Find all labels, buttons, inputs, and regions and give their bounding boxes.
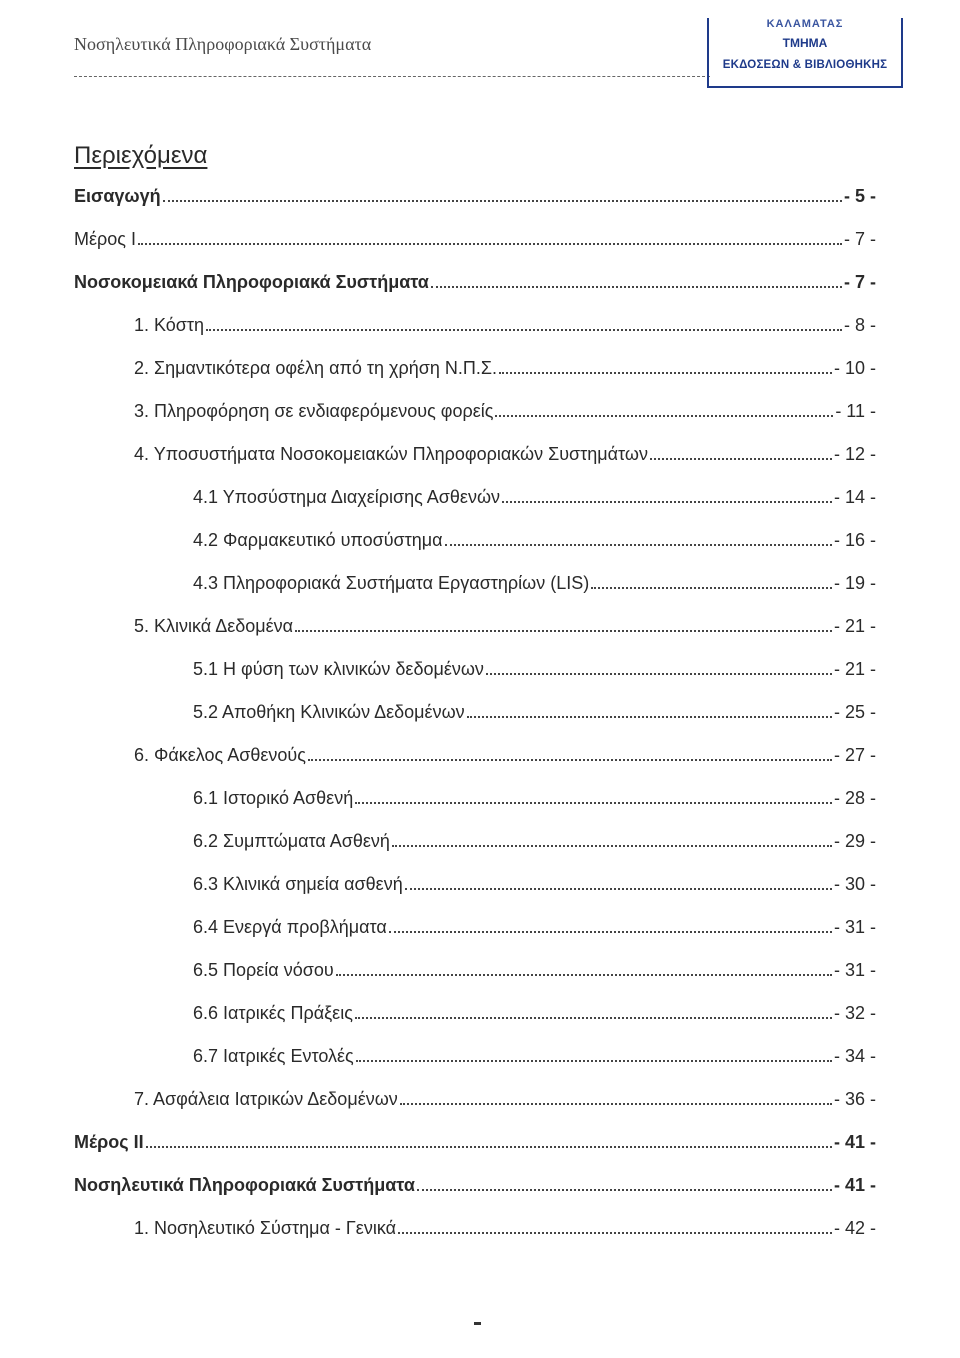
toc-entry-label: 4.2 Φαρμακευτικό υποσύστημα	[193, 530, 443, 550]
toc-entry-page: - 25 -	[833, 702, 876, 722]
toc-entry[interactable]	[193, 1042, 876, 1068]
toc-entry[interactable]	[134, 354, 876, 380]
toc-entry[interactable]	[134, 612, 876, 638]
toc-entry[interactable]	[134, 440, 876, 466]
toc-entry-page: - 10 -	[833, 358, 876, 378]
toc-entry-page: - 21 -	[833, 616, 876, 636]
dot-leader	[502, 501, 832, 503]
toc-entry-label: 5. Κλινικά Δεδομένα	[134, 616, 294, 636]
toc-entry-label: 6.6 Ιατρικές Πράξεις	[193, 1003, 353, 1023]
dot-leader	[138, 243, 842, 245]
toc-entry-page: - 11 -	[835, 401, 876, 421]
dot-leader	[431, 286, 842, 288]
toc-entry-label: 4.1 Υποσύστημα Διαχείρισης Ασθενών	[193, 487, 500, 507]
toc-entry-page: - 41 -	[833, 1132, 876, 1152]
toc-entry[interactable]	[74, 268, 876, 294]
header-divider	[74, 76, 710, 77]
dot-leader	[499, 372, 832, 374]
toc-entry[interactable]	[134, 397, 876, 423]
dot-leader	[398, 1232, 832, 1234]
toc-entry[interactable]	[193, 483, 876, 509]
scan-mark	[474, 1322, 481, 1325]
dot-leader	[445, 544, 832, 546]
dot-leader	[405, 888, 832, 890]
running-header-title: Νοσηλευτικά Πληροφοριακά Συστήματα	[74, 34, 372, 54]
toc-entry-label: 6.4 Ενεργά προβλήματα	[193, 917, 387, 937]
toc-entry-page: - 5 -	[843, 186, 876, 206]
dot-leader	[417, 1189, 832, 1191]
toc-entry[interactable]	[74, 1128, 876, 1154]
toc-entry-page: - 12 -	[833, 444, 876, 464]
toc-entry[interactable]	[193, 999, 876, 1025]
toc-entry[interactable]	[193, 956, 876, 982]
toc-entry[interactable]	[193, 784, 876, 810]
dot-leader	[336, 974, 832, 976]
stamp-line-2: ΤΜΗΜΑ	[782, 36, 828, 50]
dot-leader	[389, 931, 832, 933]
dot-leader	[591, 587, 832, 589]
toc-entry-label: 5.2 Αποθήκη Κλινικών Δεδομένων	[193, 702, 465, 722]
dot-leader	[486, 673, 832, 675]
toc-entry-page: - 7 -	[843, 272, 876, 292]
toc-entry-page: - 32 -	[833, 1003, 876, 1023]
toc-entry-page: - 19 -	[833, 573, 876, 593]
dot-leader	[467, 716, 832, 718]
dot-leader	[295, 630, 832, 632]
toc-entry[interactable]	[193, 698, 876, 724]
toc-entry-page: - 42 -	[833, 1218, 876, 1238]
dot-leader	[650, 458, 832, 460]
stamp-line-1: ΚΑΛΑΜΑΤΑΣ	[766, 18, 844, 30]
toc-entry-page: - 30 -	[833, 874, 876, 894]
toc-entry-page: - 27 -	[833, 745, 876, 765]
toc-entry-label: 6. Φάκελος Ασθενούς	[134, 745, 306, 765]
toc-entry-page: - 14 -	[833, 487, 876, 507]
toc-entry-label: Νοσηλευτικά Πληροφοριακά Συστήματα	[74, 1175, 415, 1195]
toc-entry-page: - 29 -	[833, 831, 876, 851]
toc-entry-label: 1. Κόστη	[134, 315, 205, 335]
toc-entry-label: 7. Ασφάλεια Ιατρικών Δεδομένων	[134, 1089, 398, 1109]
toc-entry-page: - 7 -	[843, 229, 876, 249]
toc-entry-label: Νοσοκομειακά Πληροφοριακά Συστήματα	[74, 272, 429, 292]
dot-leader	[400, 1103, 832, 1105]
toc-entry-label: 6.1 Ιστορικό Ασθενή	[193, 788, 354, 808]
toc-entry-page: - 41 -	[833, 1175, 876, 1195]
toc-entry-page: - 34 -	[833, 1046, 876, 1066]
toc-entry[interactable]	[193, 913, 876, 939]
dot-leader	[355, 1017, 832, 1019]
toc-entry-page: - 31 -	[833, 917, 876, 937]
toc-entry[interactable]	[134, 311, 876, 337]
toc-entry[interactable]	[74, 182, 876, 208]
toc-entry-page: - 8 -	[843, 315, 876, 335]
dot-leader	[392, 845, 832, 847]
toc-entry-label: 6.7 Ιατρικές Εντολές	[193, 1046, 354, 1066]
dot-leader	[308, 759, 832, 761]
toc-entry-label: 2. Σημαντικότερα οφέλη από τη χρήση Ν.Π.Σ.	[134, 358, 497, 378]
toc-entry-page: - 16 -	[833, 530, 876, 550]
toc-entry-label: Μέρος Ι	[74, 229, 136, 249]
toc-entry[interactable]	[193, 827, 876, 853]
toc-entry[interactable]	[134, 1214, 876, 1240]
toc-entry[interactable]	[193, 870, 876, 896]
toc-entry[interactable]	[193, 526, 876, 552]
dot-leader	[495, 415, 833, 417]
dot-leader	[146, 1146, 832, 1148]
toc-entry-label: 3. Πληροφόρηση σε ενδιαφερόμενους φορείς	[134, 401, 494, 421]
dot-leader	[355, 802, 832, 804]
toc-entry-page: - 31 -	[833, 960, 876, 980]
toc-entry-page: - 36 -	[833, 1089, 876, 1109]
toc-entry[interactable]	[193, 569, 876, 595]
toc-entry-label: 1. Νοσηλευτικό Σύστημα - Γενικά	[134, 1218, 397, 1238]
toc-entry-label: Μέρος ΙΙ	[74, 1132, 144, 1152]
toc-entry-page: - 21 -	[833, 659, 876, 679]
toc-entry[interactable]	[74, 1171, 876, 1197]
toc-entry[interactable]	[193, 655, 876, 681]
dot-leader	[163, 200, 842, 202]
toc-entry[interactable]	[134, 1085, 876, 1111]
toc-heading: Περιεχόμενα	[74, 142, 208, 169]
toc-entry-page: - 28 -	[833, 788, 876, 808]
dot-leader	[206, 329, 842, 331]
toc-entry-label: Εισαγωγή	[74, 186, 161, 206]
stamp-line-3: ΕΚΔΟΣΕΩΝ & ΒΙΒΛΙΟΘΗΚΗΣ	[722, 59, 888, 71]
toc-entry-label: 4.3 Πληροφοριακά Συστήματα Εργαστηρίων (LIS)	[193, 573, 590, 593]
toc-entry-label: 4. Υποσυστήματα Νοσοκομειακών Πληροφοριακών Συστημάτων	[134, 444, 648, 464]
library-stamp	[707, 18, 903, 88]
dot-leader	[356, 1060, 832, 1062]
toc-entry-label: 6.5 Πορεία νόσου	[193, 960, 334, 980]
toc-entry[interactable]	[134, 741, 876, 767]
toc-entry-label: 6.3 Κλινικά σημεία ασθενή	[193, 874, 403, 894]
toc-entry-label: 6.2 Συμπτώματα Ασθενή	[193, 831, 390, 851]
toc-entry-label: 5.1 Η φύση των κλινικών δεδομένων	[193, 659, 484, 679]
toc-entry[interactable]	[74, 225, 876, 251]
